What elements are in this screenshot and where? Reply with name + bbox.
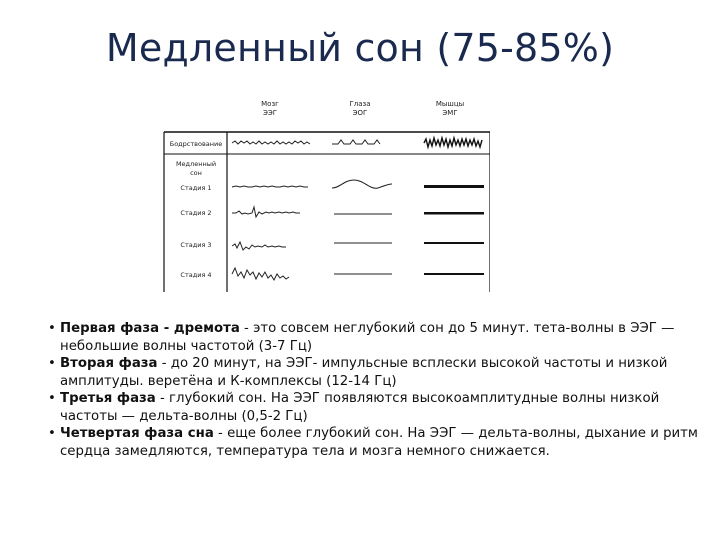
eog-trace-stage-1 <box>332 180 392 188</box>
emg-trace-wake <box>424 138 482 147</box>
bullet-text: - глубокий сон. На ЭЭГ появляются высокоамплитудные волны низкой частоты — дельта-волны (0,5-2 Гц) <box>60 391 660 424</box>
bullet-marker: • <box>48 426 56 441</box>
eeg-trace-stage-2 <box>232 207 300 217</box>
row-label-wake: Бодрствование <box>169 140 223 148</box>
header-eyes: Глаза <box>349 100 371 108</box>
header-brain-eeg: ЭЭГ <box>262 109 278 117</box>
row-label-stage-2: Стадия 2 <box>180 209 212 217</box>
eeg-trace-wake <box>232 141 310 144</box>
bullet-term: Первая фаза - дремота <box>60 321 240 336</box>
header-muscles: Мышцы <box>435 100 465 108</box>
eeg-trace-stage-1 <box>232 186 308 187</box>
page-title: Медленный сон (75-85%) <box>105 26 615 70</box>
bullet-stage-2 <box>48 355 708 390</box>
row-label-slow-sleep-2: сон <box>190 169 202 177</box>
emg-trace-stage-4 <box>424 273 484 275</box>
bullet-marker: • <box>48 356 56 371</box>
bullet-marker: • <box>48 321 56 336</box>
row-label-slow-sleep: Медленный <box>175 160 217 168</box>
bullet-term: Вторая фаза <box>60 356 158 371</box>
bullet-stage-4 <box>48 425 708 460</box>
bullet-text: - это совсем неглубокий сон до 5 минут. тета-волны в ЭЭГ — небольшие волны частотой (3-7 Гц) <box>60 321 675 354</box>
emg-trace-stage-2 <box>424 212 484 215</box>
eog-trace-wake <box>332 140 380 144</box>
header-eyes-eog: ЭОГ <box>352 109 368 117</box>
header-brain: Мозг <box>261 100 279 108</box>
bullet-term: Третья фаза <box>60 391 156 406</box>
row-label-stage-3: Стадия 3 <box>180 241 212 249</box>
emg-trace-stage-3 <box>424 242 484 244</box>
bullet-term: Четвертая фаза сна <box>60 426 214 441</box>
bullet-marker: • <box>48 391 56 406</box>
bullet-text: - еще более глубокий сон. На ЭЭГ — дельта-волны, дыхание и ритм сердца замедляются, температура тела и мозга немного снижается. <box>60 426 698 459</box>
bullet-stage-3 <box>48 390 708 425</box>
eeg-eog-emg-table <box>160 96 490 292</box>
bullet-list <box>48 320 708 460</box>
row-label-stage-4: Стадия 4 <box>180 271 212 279</box>
header-muscles-emg: ЭМГ <box>442 109 458 117</box>
emg-trace-stage-1 <box>424 185 484 188</box>
bullet-stage-1 <box>48 320 708 355</box>
eeg-trace-stage-4 <box>232 268 289 280</box>
row-label-stage-1: Стадия 1 <box>180 184 212 192</box>
bullet-text: - до 20 минут, на ЭЭГ- импульсные всплески высокой частоты и низкой амплитуды. веретёна и К-комплексы (12-14 Гц) <box>60 356 668 389</box>
sleep-stages-figure <box>160 96 490 292</box>
eeg-trace-stage-3 <box>232 242 286 250</box>
